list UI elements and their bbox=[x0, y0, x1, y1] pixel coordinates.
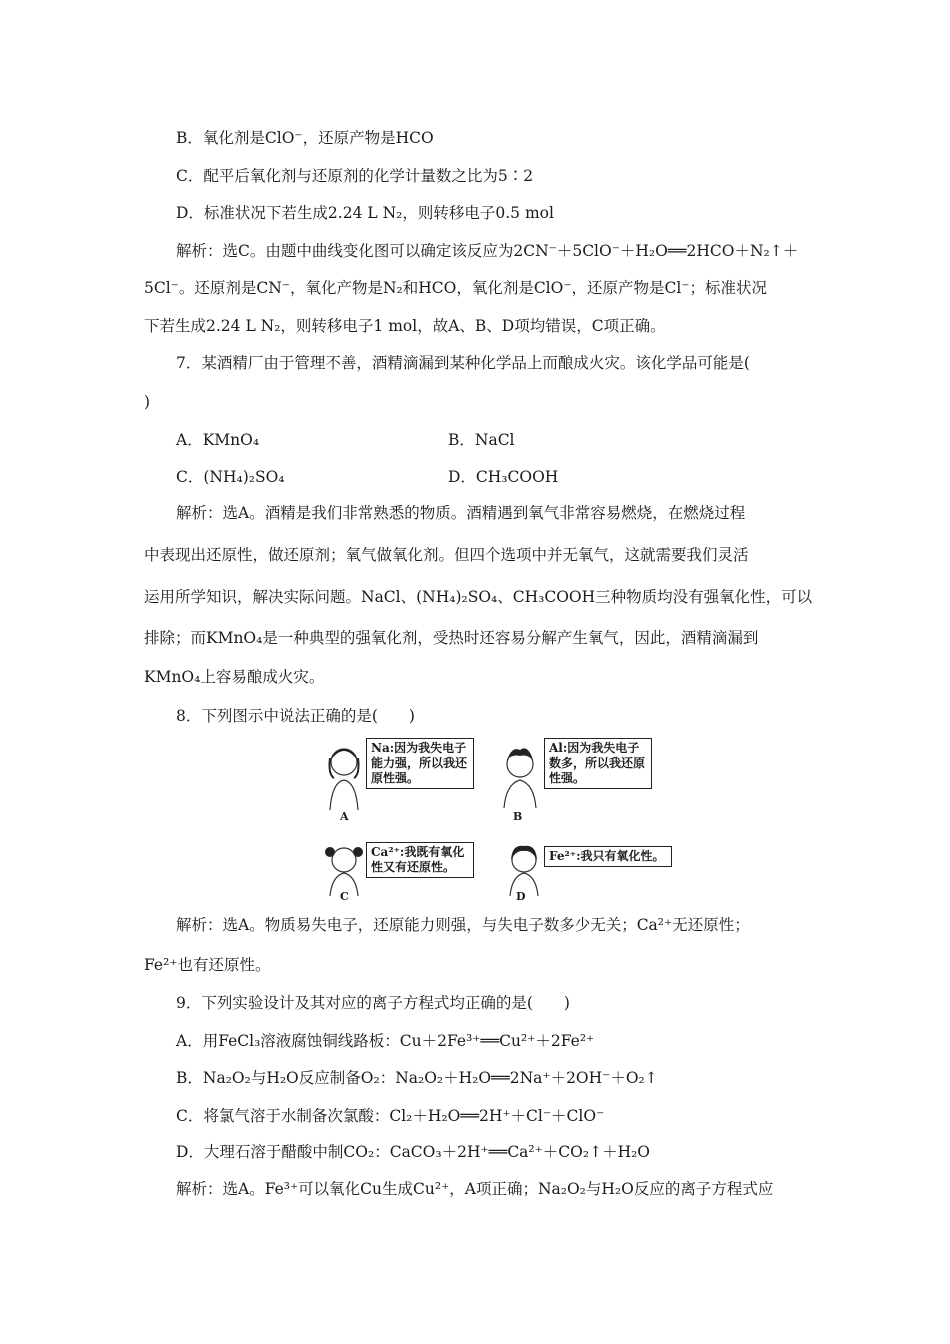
q7-answer-line-1: 解析：选A。酒精是我们非常熟悉的物质。酒精遇到氧气非常容易燃烧，在燃烧过程 bbox=[176, 504, 746, 522]
q7-stem-line-2: ) bbox=[144, 393, 151, 411]
speech-bubble-b: Al:因为我失电子数多，所以我还原性强。 bbox=[544, 738, 652, 789]
q9-option-b: B．Na₂O₂与H₂O反应制备O₂：Na₂O₂＋H₂O══2Na⁺＋2OH⁻＋O₂↑ bbox=[176, 1069, 658, 1087]
person-b-drawing bbox=[492, 742, 548, 818]
q7-option-b: B．NaCl bbox=[448, 431, 515, 449]
q6-option-d: D．标准状况下若生成2.24 L N₂，则转移电子0.5 mol bbox=[176, 204, 554, 222]
q8-answer-line-1: 解析：选A。物质易失电子，还原能力则强，与失电子数多少无关；Ca²⁺无还原性； bbox=[176, 916, 750, 934]
q6-answer-line-2: 5Cl⁻。还原剂是CN⁻，氧化产物是N₂和HCO，氧化剂是ClO⁻，还原产物是Cl⁻；标准状况 bbox=[144, 279, 768, 297]
q7-answer-line-3: 运用所学知识，解决实际问题。NaCl、(NH₄)₂SO₄、CH₃COOH三种物质均没有强氧化性，可以 bbox=[144, 588, 813, 606]
q7-stem-line-1: 7．某酒精厂由于管理不善，酒精滴漏到某种化学品上而酿成火灾。该化学品可能是( bbox=[176, 354, 750, 372]
q7-answer-line-2: 中表现出还原性，做还原剂；氧气做氧化剂。但四个选项中并无氧气，这就需要我们灵活 bbox=[144, 546, 749, 564]
q8-stem: 8．下列图示中说法正确的是( ) bbox=[176, 707, 415, 725]
q6-option-c: C．配平后氧化剂与还原剂的化学计量数之比为5∶2 bbox=[176, 167, 534, 185]
q8-answer-line-2: Fe²⁺也有还原性。 bbox=[144, 956, 271, 974]
figure-caption-d: D bbox=[516, 890, 526, 903]
q6-option-b: B．氧化剂是ClO⁻，还原产物是HCO bbox=[176, 129, 434, 147]
q6-answer-line-3: 下若生成2.24 L N₂，则转移电子1 mol，故A、B、D项均错误，C项正确。 bbox=[144, 317, 666, 335]
q7-option-a: A．KMnO₄ bbox=[176, 431, 260, 449]
q7-answer-line-5: KMnO₄上容易酿成火灾。 bbox=[144, 668, 325, 686]
q6-answer-line-1: 解析：选C。由题中曲线变化图可以确定该反应为2CN⁻＋5ClO⁻＋H₂O══2HCO＋N₂↑＋ bbox=[176, 242, 799, 260]
q8-figure bbox=[316, 728, 665, 908]
q7-answer-line-4: 排除；而KMnO₄是一种典型的强氧化剂，受热时还容易分解产生氧气，因此，酒精滴漏到 bbox=[144, 629, 759, 647]
figure-caption-b: B bbox=[513, 810, 523, 823]
figure-caption-c: C bbox=[340, 890, 349, 903]
q7-option-d: D．CH₃COOH bbox=[448, 468, 559, 486]
speech-bubble-c: Ca²⁺:我既有氧化性又有还原性。 bbox=[366, 842, 474, 878]
q9-option-c: C．将氯气溶于水制备次氯酸：Cl₂＋H₂O══2H⁺＋Cl⁻＋ClO⁻ bbox=[176, 1107, 605, 1125]
q9-option-d: D．大理石溶于醋酸中制CO₂：CaCO₃＋2H⁺══Ca²⁺＋CO₂↑＋H₂O bbox=[176, 1143, 651, 1161]
q9-stem: 9．下列实验设计及其对应的离子方程式均正确的是( ) bbox=[176, 994, 570, 1012]
q9-option-a: A．用FeCl₃溶液腐蚀铜线路板：Cu＋2Fe³⁺══Cu²⁺＋2Fe²⁺ bbox=[176, 1032, 595, 1050]
q9-answer-line-1: 解析：选A。Fe³⁺可以氧化Cu生成Cu²⁺，A项正确；Na₂O₂与H₂O反应的离子方程式应 bbox=[176, 1180, 774, 1198]
q7-option-c: C．(NH₄)₂SO₄ bbox=[176, 468, 285, 486]
speech-bubble-d: Fe²⁺:我只有氧化性。 bbox=[544, 846, 672, 867]
figure-caption-a: A bbox=[340, 810, 349, 823]
speech-bubble-a: Na:因为我失电子能力强，所以我还原性强。 bbox=[366, 738, 474, 789]
